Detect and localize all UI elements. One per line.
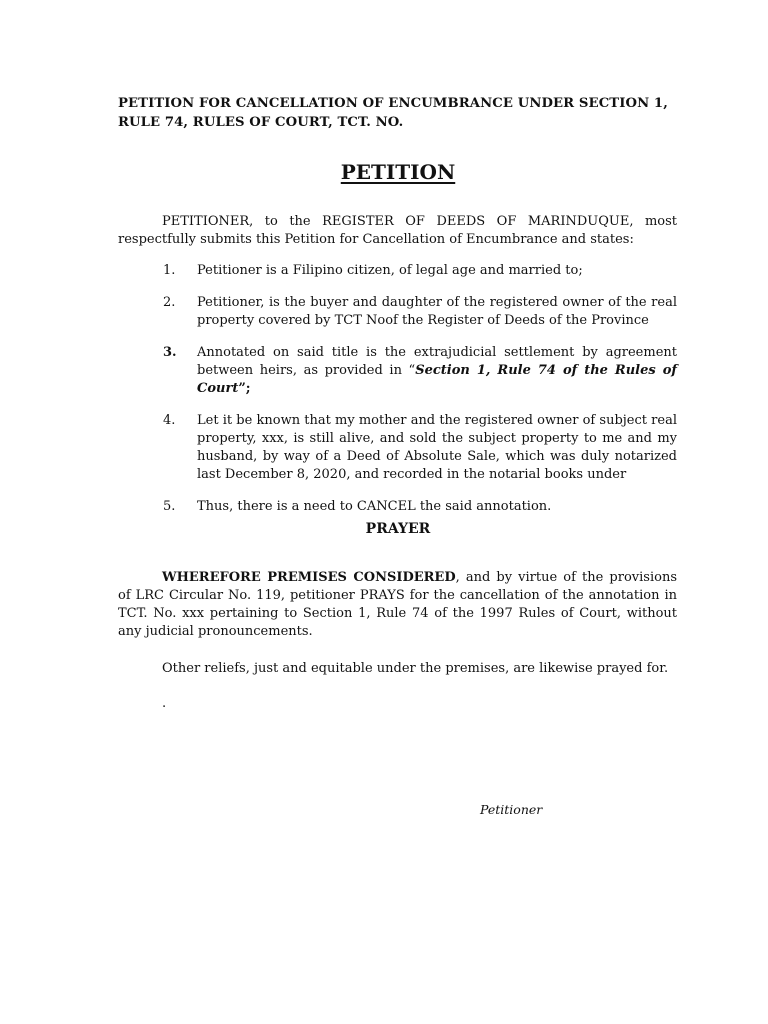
list-item-number: 2. [163,295,176,310]
list-item-text [197,344,677,398]
list-item-text: Petitioner, is the buyer and daughter of the registered owner of the real property covered by TCT Noof the Register of Deeds of the Province [197,295,677,328]
list-item [118,498,677,516]
list-item-text: Petitioner is a Filipino citizen, of legal age and married to; [197,263,583,278]
wherefore-lead: WHEREFORE PREMISES CONSIDERED [162,570,456,585]
list-item-text: Let it be known that my mother and the registered owner of subject real property, xxx, is still alive, and sold the subject property to me and my husband, by way of a Deed of Absolute Sale, which was duly notarized last December 8, 2020, and recorded in the notarial books under [197,413,677,482]
stray-period: . [162,696,167,711]
list-item [118,412,677,484]
list-item-number: 5. [163,499,176,514]
wherefore-text: , and by virtue of the provisions of LRC Circular No. 119, petitioner PRAYS for the cancellation of the annotation in TCT. No. xxx pertaining to Section 1, Rule 74 of the 1997 Rules of Court, without any judicial pronouncements. [118,570,677,639]
list-item [118,344,677,398]
list-item-number: 4. [163,413,176,428]
document-heading: PETITION FOR CANCELLATION OF ENCUMBRANCE UNDER SECTION 1, RULE 74, RULES OF COURT, TCT. NO. [118,96,668,130]
wherefore-paragraph [118,569,677,641]
list-item-text: Thus, there is a need to CANCEL the said annotation. [197,499,552,514]
list-item-number: 3. [163,345,177,360]
numbered-list [118,262,677,530]
list-item-text-plain: Annotated on said title is the extrajudicial settlement by agreement between heirs, as provided in “ [197,345,677,378]
document-title: PETITION [340,160,456,184]
prayer-heading: PRAYER [365,521,431,537]
signature-label: Petitioner [480,802,543,817]
rule-citation: Section 1, Rule 74 of the Rules of Court [197,363,677,396]
other-reliefs-paragraph: Other reliefs, just and equitable under the premises, are likewise prayed for. [162,661,669,676]
list-item-number: 1. [163,263,176,278]
intro-paragraph: PETITIONER, to the REGISTER OF DEEDS OF MARINDUQUE, most respectfully submits this Petition for Cancellation of Encumbrance and states: [118,214,677,247]
list-item [118,262,677,280]
citation-close: ”; [238,381,251,396]
list-item [118,294,677,330]
